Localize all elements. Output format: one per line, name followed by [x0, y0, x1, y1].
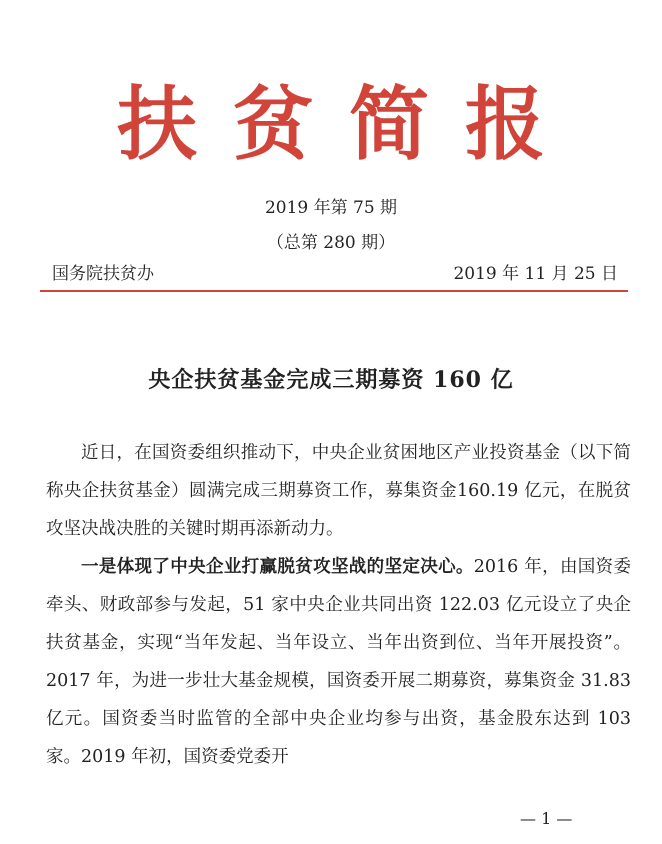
issue-total-number: （总第 280 期）	[266, 233, 396, 253]
issue-date: 2019 年 11 月 25 日	[453, 264, 618, 284]
masthead-title: 扶贫简报	[117, 77, 581, 171]
issuer-name: 国务院扶贫办	[52, 264, 154, 284]
paragraph-text: 近日，在国资委组织推动下，中央企业贫困地区产业投资基金（以下简称央企扶贫基金）圆满完成三期募资工作，募集资金160.19 亿元，在脱贫攻坚决战决胜的关键时期再添新动力。	[46, 443, 631, 539]
page-number: — 1 —	[520, 809, 573, 828]
issue-number: 2019 年第 75 期	[264, 198, 398, 218]
paragraph	[46, 434, 631, 548]
paragraph-text: 2016 年，由国资委牵头、财政部参与发起，51 家中央企业共同出资 122.03 亿元设立了央企扶贫基金，实现“当年发起、当年设立、当年出资到位、当年开展投资”。2017 年，为进一步壮大基金规模，国资委开展二期募资，募集资金 31.83 亿元。国资委当时监管的全部中央企业均参与出资，基金股东达到 103 家。2019 年初，国资委党委开	[46, 557, 631, 767]
paragraph-lead: 一是体现了中央企业打赢脱贫攻坚战的坚定决心。	[81, 557, 474, 577]
header-divider	[40, 290, 628, 292]
paragraph	[46, 548, 631, 776]
article-body	[46, 434, 631, 776]
article-title: 央企扶贫基金完成三期募资 160 亿	[148, 367, 514, 393]
